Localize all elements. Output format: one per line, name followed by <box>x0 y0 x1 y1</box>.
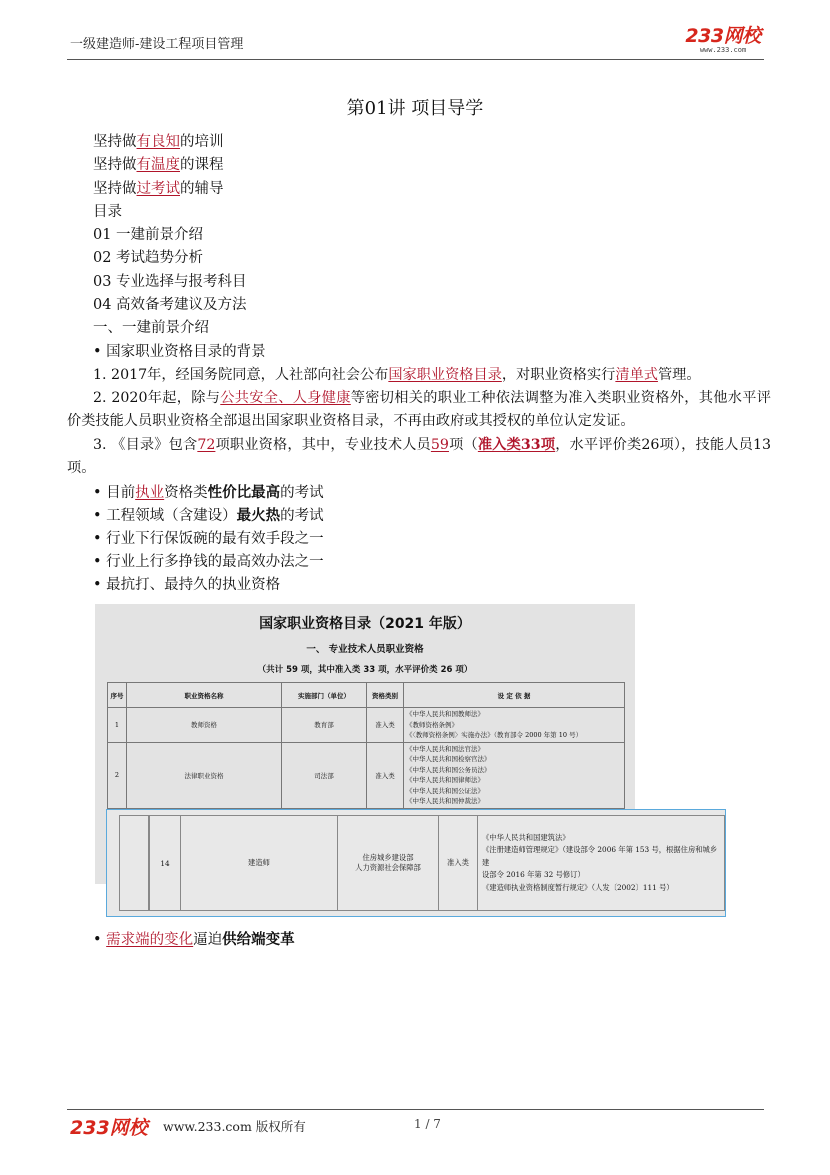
highlight: 国家职业资格目录 <box>388 367 502 383</box>
document-header-title: 一级建造师-建设工程项目管理 <box>70 37 244 52</box>
column-header: 资格类别 <box>367 683 404 708</box>
list-item: • 行业上行多挣钱的最高效办法之一 <box>93 553 324 570</box>
figure-title: 国家职业资格目录（2021 年版） <box>259 616 471 632</box>
highlight: 需求端的变化 <box>106 932 194 948</box>
cell-basis: 《中华人民共和国法官法》 《中华人民共和国检察官法》 《中华人民共和国公务员法》 《中华人民共和国律师法》 《中华人民共和国公证法》 《中华人民共和国仲裁法》 <box>404 742 625 808</box>
list-item: • 目前执业资格类性价比最高的考试 <box>93 484 324 501</box>
cell-name: 建造师 <box>181 816 338 911</box>
slogan-line: 坚持做有温度的课程 <box>93 157 224 174</box>
paragraph-1: 1. 2017年，经国务院同意，人社部向社会公布国家职业资格目录，对职业资格实行清单式管理。 <box>93 367 701 383</box>
section-title: 一、一建前景介绍 <box>93 320 209 337</box>
column-header: 实施部门（单位） <box>282 683 367 708</box>
highlight: 公共安全、人身健康 <box>220 390 351 406</box>
header-rule <box>67 59 764 60</box>
footer-rule <box>67 1109 764 1110</box>
intro-block <box>93 131 773 364</box>
cell-type: 准入类 <box>439 816 478 911</box>
list-item: • 最抗打、最持久的执业资格 <box>93 577 281 594</box>
figure-subtitle: 一、 专业技术人员职业资格 <box>306 644 424 655</box>
constructor-row-callout <box>106 809 726 917</box>
cell-name: 法律职业资格 <box>127 742 282 808</box>
cell-type: 准入类 <box>367 742 404 808</box>
copyright-text: www.233.com 版权所有 <box>163 1119 306 1134</box>
logo-text: 233网校 <box>685 25 761 47</box>
bullet-list <box>93 481 324 597</box>
bullet-heading: • 国家职业资格目录的背景 <box>93 343 266 360</box>
table-row <box>120 816 725 911</box>
cell-no: 14 <box>150 816 181 911</box>
toc-item: 03 专业选择与报考科目 <box>93 273 247 290</box>
highlight: 清单式 <box>615 367 658 383</box>
cell-no: 1 <box>108 708 127 743</box>
constructor-row-table <box>119 815 725 911</box>
toc-item: 04 高效备考建议及方法 <box>93 297 247 314</box>
cell-basis: 《中华人民共和国教师法》 《教师资格条例》 《〈教师资格条例〉实施办法》（教育部令 2000 年第 10 号） <box>404 708 625 743</box>
paragraph-2: 2. 2020年起，除与公共安全、人身健康等密切相关的职业工种依法调整为准入类职业资格外，其他水平评价类技能人员职业资格全部退出国家职业资格目录，不再由政府或其授权的单位认定发证。 <box>67 390 771 430</box>
figure-count: （共计 59 项，其中准入类 33 项，水平评价类 26 项） <box>257 665 473 675</box>
slogan-highlight: 过考试 <box>136 180 180 197</box>
toc-item: 02 考试趋势分析 <box>93 250 204 267</box>
cell-dept: 住房城乡建设部 人力资源社会保障部 <box>338 816 439 911</box>
slogan-line: 坚持做有良知的培训 <box>93 134 224 150</box>
highlight: 59 <box>430 437 449 453</box>
list-item: • 工程领域（含建设）最火热的考试 <box>93 507 324 525</box>
cell-basis: 《中华人民共和国建筑法》 《注册建造师管理规定》（建设部令 2006 年第 153 号，根据住房和城乡建 设部令 2016 年第 32 号修订） 《建造师执业资格制度暂行规定》（人发〔2002〕111 号） <box>478 816 725 911</box>
paragraph-3: 3. 《目录》包含72项职业资格，其中，专业技术人员59项（准入类33项，水平评价类26项），技能人员13项。 <box>67 437 771 477</box>
column-header: 职业资格名称 <box>127 683 282 708</box>
toc-heading: 目录 <box>93 203 122 220</box>
cell-dept: 司法部 <box>282 742 367 808</box>
table-row <box>108 742 625 808</box>
logo-url: www.233.com <box>699 46 747 54</box>
table-row <box>108 708 625 743</box>
highlight: 准入类33项 <box>477 437 556 453</box>
brand-logo[interactable] <box>680 26 766 54</box>
catalog-table <box>107 682 625 809</box>
table-header-row <box>108 683 625 708</box>
column-header: 序号 <box>108 683 127 708</box>
cell-name: 教师资格 <box>127 708 282 743</box>
page-title: 第01讲 项目导学 <box>346 98 484 119</box>
list-item: • 需求端的变化逼迫供给端变革 <box>93 931 295 948</box>
toc-item: 01 一建前景介绍 <box>93 227 204 244</box>
highlight: 执业 <box>135 485 165 501</box>
cell-type: 准入类 <box>367 708 404 743</box>
slogan-highlight: 有温度 <box>136 157 180 174</box>
footer-logo[interactable]: 233网校 <box>70 1117 148 1139</box>
highlight: 72 <box>197 437 216 453</box>
slogan-highlight: 有良知 <box>136 134 180 150</box>
cell-dept: 教育部 <box>282 708 367 743</box>
page-number: 1 / 7 <box>414 1117 441 1131</box>
list-item: • 行业下行保饭碗的最有效手段之一 <box>93 530 324 547</box>
column-header: 设 定 依 据 <box>404 683 625 708</box>
slogan-line: 坚持做过考试的辅导 <box>93 180 224 197</box>
cell-no: 2 <box>108 742 127 808</box>
